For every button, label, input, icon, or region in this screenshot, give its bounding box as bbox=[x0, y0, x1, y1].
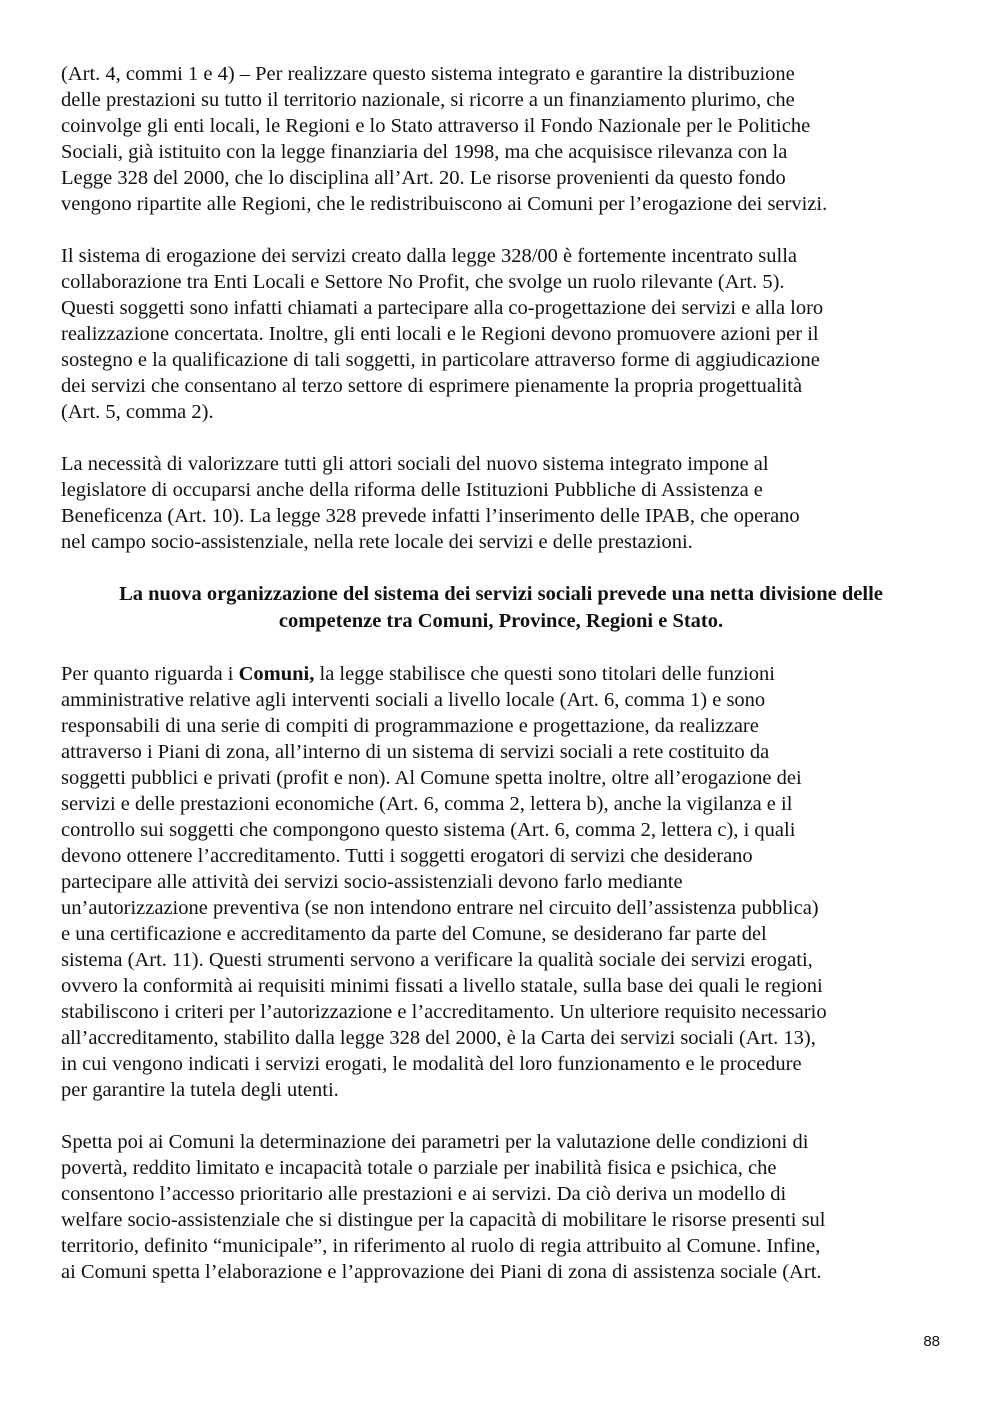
paragraph-line: povertà, reddito limitato e incapacità totale o parziale per inabilità fisica e psichica, che bbox=[61, 1157, 777, 1179]
heading-line: competenze tra Comuni, Province, Regioni e Stato. bbox=[278, 610, 724, 632]
page-number: 88 bbox=[923, 1333, 940, 1350]
paragraph-line: stabiliscono i criteri per l’autorizzazione e l’accreditamento. Un ulteriore requisito necessario bbox=[61, 1001, 827, 1023]
paragraph-line: ai Comuni spetta l’elaborazione e l’approvazione dei Piani di zona di assistenza sociale (Art. bbox=[61, 1261, 822, 1283]
paragraph-line: sostegno e la qualificazione di tali soggetti, in particolare attraverso forme di aggiudicazione bbox=[61, 349, 820, 371]
paragraph-line: Legge 328 del 2000, che lo disciplina all’Art. 20. Le risorse provenienti da questo fondo bbox=[61, 167, 786, 189]
paragraph-line: (Art. 5, comma 2). bbox=[61, 401, 214, 423]
paragraph-line: all’accreditamento, stabilito dalla legge 328 del 2000, è la Carta dei servizi sociali (Art. 13), bbox=[61, 1027, 816, 1049]
paragraph-line: welfare socio-assistenziale che si distingue per la capacità di mobilitare le risorse presenti sul bbox=[61, 1209, 826, 1231]
paragraph-line: Beneficenza (Art. 10). La legge 328 prevede infatti l’inserimento delle IPAB, che operano bbox=[61, 505, 800, 527]
paragraph-line: servizi e delle prestazioni economiche (Art. 6, comma 2, lettera b), anche la vigilanza e il bbox=[61, 793, 793, 815]
paragraph-line: attraverso i Piani di zona, all’interno di un sistema di servizi sociali a rete costituito da bbox=[61, 741, 770, 763]
paragraph-line: per garantire la tutela degli utenti. bbox=[61, 1079, 339, 1101]
first-line-suffix: la legge stabilisce che questi sono titolari delle funzioni bbox=[314, 663, 775, 685]
paragraph-line: Sociali, già istituito con la legge finanziaria del 1998, ma che acquisisce rilevanza con la bbox=[61, 141, 788, 163]
heading-line: La nuova organizzazione del sistema dei servizi sociali prevede una netta divisione delle bbox=[119, 583, 883, 605]
paragraph-line: in cui vengono indicati i servizi erogati, le modalità del loro funzionamento e le procedure bbox=[61, 1053, 802, 1075]
paragraph-line: Spetta poi ai Comuni la determinazione dei parametri per la valutazione delle condizioni di bbox=[61, 1131, 809, 1153]
paragraph-line: realizzazione concertata. Inoltre, gli enti locali e le Regioni devono promuovere azioni per il bbox=[61, 323, 819, 345]
paragraph-line: consentono l’accesso prioritario alle prestazioni e ai servizi. Da ciò deriva un modello di bbox=[61, 1183, 787, 1205]
paragraph-line: collaborazione tra Enti Locali e Settore No Profit, che svolge un ruolo rilevante (Art. 5). bbox=[61, 271, 785, 293]
page-content bbox=[61, 61, 941, 1285]
paragraph-line: legislatore di occuparsi anche della riforma delle Istituzioni Pubbliche di Assistenza e bbox=[61, 479, 763, 501]
paragraph-line: (Art. 4, commi 1 e 4) – Per realizzare questo sistema integrato e garantire la distribuzione bbox=[61, 63, 795, 85]
paragraph-line: un’autorizzazione preventiva (se non intendono entrare nel circuito dell’assistenza pubblica) bbox=[61, 897, 819, 919]
paragraph-line: responsabili di una serie di compiti di programmazione e progettazione, da realizzare bbox=[61, 715, 759, 737]
paragraph-line: territorio, definito “municipale”, in riferimento al ruolo di regia attribuito al Comune. Infine, bbox=[61, 1235, 821, 1257]
bold-term-comuni: Comuni, bbox=[238, 663, 315, 685]
paragraph-line: delle prestazioni su tutto il territorio nazionale, si ricorre a un finanziamento plurimo, che bbox=[61, 89, 795, 111]
paragraph-line: e una certificazione e accreditamento da parte del Comune, se desiderano far parte del bbox=[61, 923, 767, 945]
paragraph-line: soggetti pubblici e privati (profit e non). Al Comune spetta inoltre, oltre all’erogazione dei bbox=[61, 767, 802, 789]
paragraph-first-line bbox=[61, 661, 941, 687]
first-line-prefix: Per quanto riguarda i bbox=[61, 663, 239, 685]
paragraph-1 bbox=[61, 61, 941, 217]
paragraph-line: sistema (Art. 11). Questi strumenti servono a verificare la qualità sociale dei servizi erogati, bbox=[61, 949, 813, 971]
paragraph-2 bbox=[61, 243, 941, 425]
paragraph-line: partecipare alle attività dei servizi socio-assistenziali devono farlo mediante bbox=[61, 871, 683, 893]
paragraph-line: vengono ripartite alle Regioni, che le redistribuiscono ai Comuni per l’erogazione dei servizi. bbox=[61, 193, 828, 215]
paragraph-line: devono ottenere l’accreditamento. Tutti i soggetti erogatori di servizi che desiderano bbox=[61, 845, 753, 867]
paragraph-line: La necessità di valorizzare tutti gli attori sociali del nuovo sistema integrato impone al bbox=[61, 453, 769, 475]
paragraph-line: amministrative relative agli interventi sociali a livello locale (Art. 6, comma 1) e sono bbox=[61, 689, 766, 711]
paragraph-line: dei servizi che consentano al terzo settore di esprimere pienamente la propria progettualità bbox=[61, 375, 803, 397]
paragraph-line: coinvolge gli enti locali, le Regioni e lo Stato attraverso il Fondo Nazionale per le Politiche bbox=[61, 115, 811, 137]
paragraph-5 bbox=[61, 1129, 941, 1285]
paragraph-3 bbox=[61, 451, 941, 555]
paragraph-line: Questi soggetti sono infatti chiamati a partecipare alla co-progettazione dei servizi e alla loro bbox=[61, 297, 824, 319]
paragraph-line: ovvero la conformità ai requisiti minimi fissati a livello statale, sulla base dei quali le regioni bbox=[61, 975, 823, 997]
section-heading bbox=[61, 581, 941, 635]
paragraph-line: controllo sui soggetti che compongono questo sistema (Art. 6, comma 2, lettera c), i quali bbox=[61, 819, 796, 841]
paragraph-line: nel campo socio-assistenziale, nella rete locale dei servizi e delle prestazioni. bbox=[61, 531, 693, 553]
paragraph-4 bbox=[61, 661, 941, 1103]
paragraph-line: Il sistema di erogazione dei servizi creato dalla legge 328/00 è fortemente incentrato sulla bbox=[61, 245, 797, 267]
